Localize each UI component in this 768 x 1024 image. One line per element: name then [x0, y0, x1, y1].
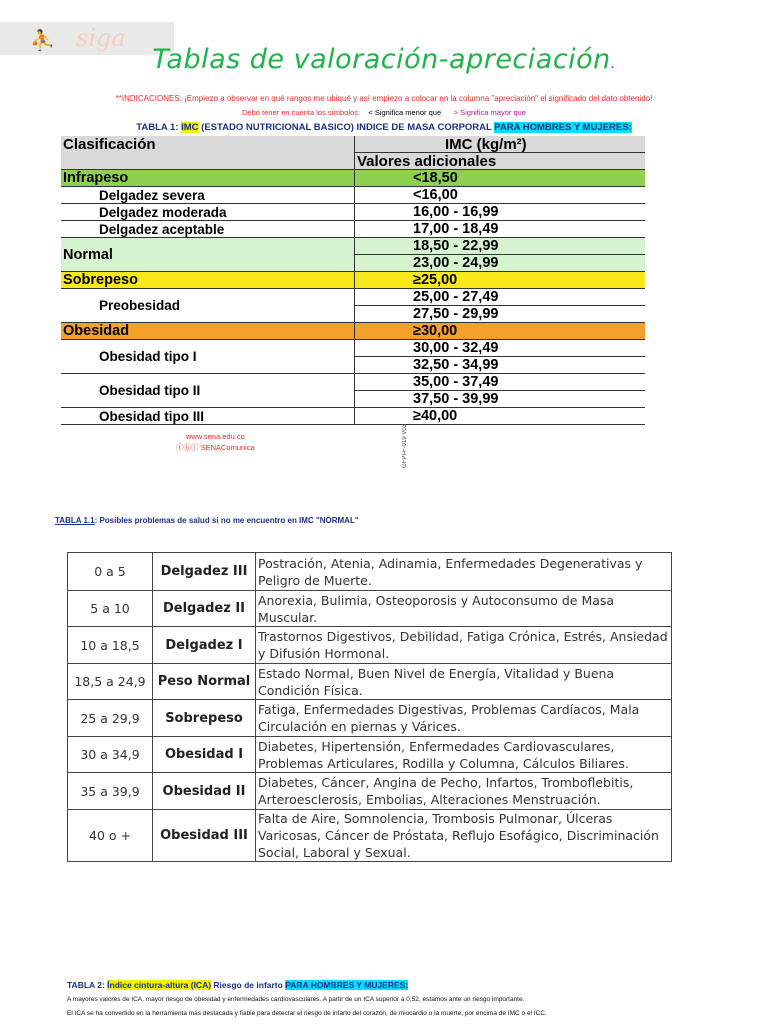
- row-sobrepeso: [61, 272, 645, 289]
- table1-caption: [0, 122, 768, 133]
- logo-figure-icon: ⛹: [30, 28, 55, 52]
- range-cell: 5 a 10: [68, 591, 153, 627]
- table2-caption-highlight: PARA HOMBRES Y MUJERES:: [285, 980, 409, 990]
- description-cell: Diabetes, Hipertensión, Enfermedades Cardiovasculares, Problemas Articulares, Rodilla y Columna, Cálculos Biliares.: [256, 737, 672, 773]
- symbols-line: [0, 108, 768, 117]
- row-obesidad-tipo-2: [61, 374, 645, 408]
- range-cell: 30 a 34,9: [68, 737, 153, 773]
- range-cell: 10 a 18,5: [68, 627, 153, 664]
- table-row: [68, 627, 672, 664]
- row-obesidad-tipo-1: [61, 340, 645, 374]
- table1-caption-imc: IMC: [181, 122, 199, 133]
- range-cell: 0 a 5: [68, 553, 153, 591]
- table11-caption-rest: : Posibles problemas de salud si no me encuentro en IMC "NORMAL": [94, 516, 359, 525]
- value-normal-1: 18,50 - 22,99: [413, 238, 499, 254]
- label-obesidad-tipo-1: Obesidad tipo I: [61, 340, 355, 373]
- value-obesidad-tipo-1-a: 30,00 - 32,49: [413, 340, 499, 356]
- header-imc: IMC (kg/m²): [445, 135, 527, 153]
- greater-than-note: > Significa mayor que: [453, 108, 526, 117]
- less-than-note: < Significa menor que: [368, 108, 442, 117]
- row-delgadez-severa: [61, 187, 645, 204]
- value-preobesidad-1: 25,00 - 27,49: [413, 289, 499, 305]
- title-dot: .: [610, 56, 616, 72]
- value-obesidad-tipo-2-a: 35,00 - 37,49: [413, 374, 499, 390]
- form-code: GFPI-F-019 V03: [402, 424, 408, 469]
- range-cell: 25 a 29,9: [68, 700, 153, 737]
- label-normal: Normal: [61, 238, 355, 271]
- instructions-line: **INDICACIONES: ¡Empiezo a observar en qué rangos me ubiqué y así empiezo a colocar en la columna "apreciación" el significado del dato obtenido!: [115, 94, 653, 103]
- row-obesidad: [61, 323, 645, 340]
- sena-url: www.sena.edu.co: [186, 432, 245, 441]
- imc-table: [61, 136, 645, 425]
- health-problems-table: [67, 552, 672, 862]
- row-obesidad-tipo-3: [61, 408, 645, 425]
- label-preobesidad: Preobesidad: [61, 289, 355, 322]
- value-obesidad-tipo-1-b: 32,50 - 34,99: [355, 356, 645, 373]
- value-delgadez-aceptable: 17,00 - 18,49: [413, 221, 499, 237]
- label-obesidad-tipo-2: Obesidad tipo II: [61, 374, 355, 407]
- table1-caption-mid: (ESTADO NUTRICIONAL BASICO) INDICE DE MASA CORPORAL: [198, 122, 495, 133]
- range-cell: 35 a 39,9: [68, 773, 153, 810]
- class-cell: Delgadez II: [153, 591, 256, 627]
- table-row: [68, 553, 672, 591]
- value-delgadez-severa: <16,00: [413, 187, 458, 203]
- label-infrapeso: Infrapeso: [61, 170, 355, 186]
- range-cell: 40 o +: [68, 810, 153, 862]
- table-row: [68, 591, 672, 627]
- description-cell: Postración, Atenia, Adinamia, Enfermedades Degenerativas y Peligro de Muerte.: [256, 553, 672, 591]
- value-obesidad-tipo-2-b: 37,50 - 39,99: [355, 390, 645, 407]
- class-cell: Sobrepeso: [153, 700, 256, 737]
- sena-footer: [176, 431, 255, 453]
- label-delgadez-moderada: Delgadez moderada: [61, 204, 355, 220]
- header-valores: Valores adicionales: [355, 152, 645, 169]
- table2-caption: [67, 980, 408, 990]
- label-obesidad: Obesidad: [61, 323, 355, 339]
- table11-caption-label: TABLA 1.1: [55, 516, 95, 525]
- class-cell: Obesidad I: [153, 737, 256, 773]
- value-sobrepeso: ≥25,00: [413, 272, 458, 288]
- class-cell: Obesidad II: [153, 773, 256, 810]
- class-cell: Obesidad III: [153, 810, 256, 862]
- label-obesidad-tipo-3: Obesidad tipo III: [61, 408, 355, 424]
- row-delgadez-moderada: [61, 204, 645, 221]
- label-delgadez-severa: Delgadez severa: [61, 187, 355, 203]
- table-row: [68, 773, 672, 810]
- table1-header: [61, 136, 645, 170]
- table2-caption-pre: TABLA 2:: [67, 980, 108, 990]
- row-normal: [61, 238, 645, 272]
- symbols-intro: Debo tener en cuenta los símbolos:: [242, 108, 361, 117]
- table1-caption-highlight: PARA HOMBRES Y MUJERES:: [494, 122, 632, 133]
- row-infrapeso: [61, 170, 645, 187]
- value-preobesidad-2: 27,50 - 29,99: [355, 305, 645, 322]
- sena-social: ⓕⓑⓘ SENAComunica: [176, 443, 255, 452]
- value-normal-2: 23,00 - 24,99: [355, 254, 645, 271]
- header-clasificacion: Clasificación: [61, 136, 355, 169]
- class-cell: Peso Normal: [153, 664, 256, 700]
- logo-text: siga: [76, 24, 126, 52]
- value-obesidad: ≥30,00: [413, 323, 458, 339]
- class-cell: Delgadez III: [153, 553, 256, 591]
- description-cell: Anorexia, Bulimia, Osteoporosis y Autoconsumo de Masa Muscular.: [256, 591, 672, 627]
- description-cell: Diabetes, Cáncer, Angina de Pecho, Infartos, Tromboflebitis, Arteroesclerosis, Embolias, Alteraciones Menstruación.: [256, 773, 672, 810]
- description-cell: Falta de Aire, Somnolencia, Trombosis Pulmonar, Úlceras Varicosas, Cáncer de Próstata, Reflujo Esofágico, Discriminación Social, Laboral y Sexual.: [256, 810, 672, 862]
- table-row: [68, 700, 672, 737]
- class-cell: Delgadez I: [153, 627, 256, 664]
- row-delgadez-aceptable: [61, 221, 645, 238]
- table1-caption-pre: TABLA 1:: [136, 122, 182, 133]
- row-preobesidad: [61, 289, 645, 323]
- table-row: [68, 664, 672, 700]
- table-row: [68, 810, 672, 862]
- value-obesidad-tipo-3: ≥40,00: [413, 408, 458, 424]
- value-delgadez-moderada: 16,00 - 16,99: [413, 204, 499, 220]
- page-title: [0, 44, 768, 75]
- label-sobrepeso: Sobrepeso: [61, 272, 355, 288]
- description-cell: Estado Normal, Buen Nivel de Energía, Vitalidad y Buena Condición Física.: [256, 664, 672, 700]
- label-delgadez-aceptable: Delgadez aceptable: [61, 221, 355, 237]
- table-row: [68, 737, 672, 773]
- table2-caption-mid: Riesgo de infarto: [211, 980, 286, 990]
- table2-paragraph-1: A mayores valores de ICA, mayor riesgo de obesidad y enfermedades cardiovasculares. A partir de un ICA superior a 0,52, estamos ante un riesgo importante.: [67, 996, 525, 1003]
- table2-caption-ica: Índice cintura-altura (ICA): [107, 980, 212, 990]
- table2-paragraph-2: El ICA se ha convertido en la herramienta más destacada y fiable para detectar el riesgo de infarto del corazón, de miocardio o la muerte, por encima de IMC o el ICC.: [67, 1010, 547, 1017]
- table11-caption: [55, 516, 359, 525]
- range-cell: 18,5 a 24,9: [68, 664, 153, 700]
- value-infrapeso: <18,50: [413, 170, 458, 186]
- description-cell: Fatiga, Enfermedades Digestivas, Problemas Cardíacos, Mala Circulación en piernas y Várices.: [256, 700, 672, 737]
- title-text: Tablas de valoración-apreciación: [152, 44, 611, 75]
- description-cell: Trastornos Digestivos, Debilidad, Fatiga Crónica, Estrés, Ansiedad y Difusión Hormonal.: [256, 627, 672, 664]
